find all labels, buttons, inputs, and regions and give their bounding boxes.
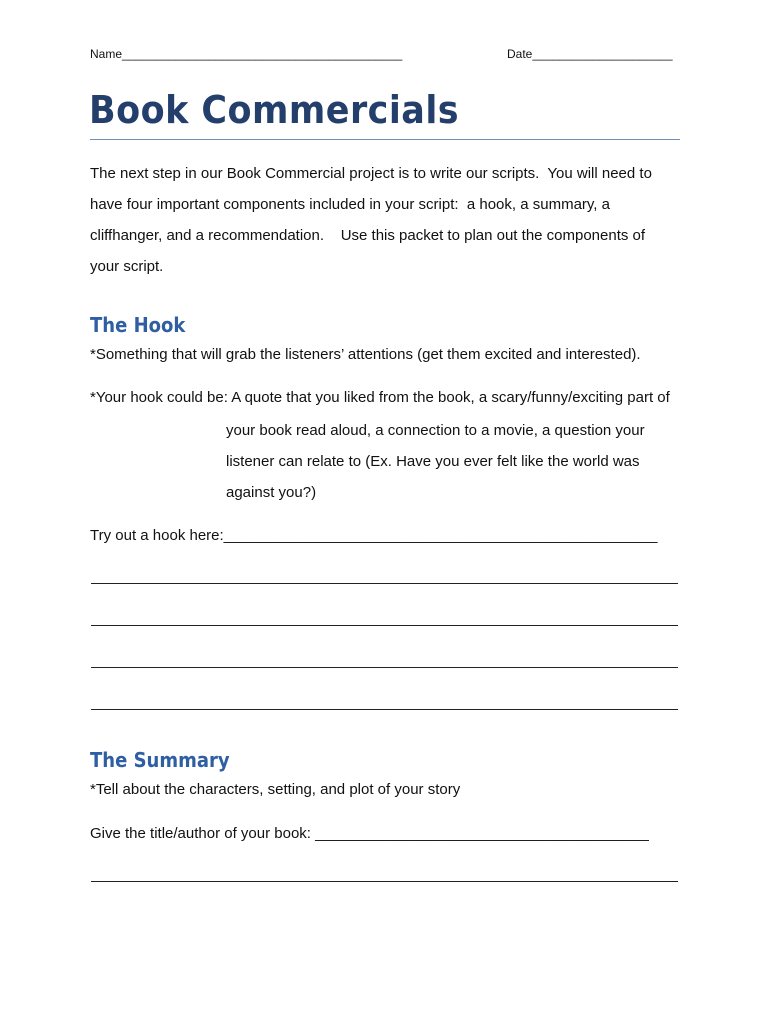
hook-options-line-2: your book read aloud, a connection to a movie, a question your [226,422,645,439]
summary-writing-line-1[interactable] [91,881,678,882]
hook-try-label[interactable]: Try out a hook here:____________________________________________________ [90,527,658,544]
hook-heading: The Hook [90,313,186,337]
hook-description: *Something that will grab the listeners’ attentions (get them excited and interested). [90,346,641,363]
hook-options-line-1: *Your hook could be: A quote that you liked from the book, a scary/funny/exciting part of [90,389,670,406]
hook-options-line-3: listener can relate to (Ex. Have you ever felt like the world was [226,453,640,470]
hook-writing-line-2[interactable] [91,625,678,626]
intro-line-1: The next step in our Book Commercial project is to write our scripts. You will need to [90,165,652,182]
intro-line-3: cliffhanger, and a recommendation. Use this packet to plan out the components of [90,227,646,244]
date-field-label[interactable]: Date_____________________ [507,47,673,61]
title-divider [90,139,680,140]
hook-writing-line-4[interactable] [91,709,678,710]
intro-line-2: have four important components included in your script: a hook, a summary, a [90,196,610,213]
hook-writing-line-3[interactable] [91,667,678,668]
summary-description: *Tell about the characters, setting, and plot of your story [90,781,461,798]
title-author-label[interactable]: Give the title/author of your book: ________________________________________ [90,825,649,842]
page-title: Book Commercials [89,88,460,132]
summary-heading: The Summary [90,748,230,772]
intro-line-4: your script. [90,258,164,275]
hook-options-line-4: against you?) [226,484,317,501]
hook-writing-line-1[interactable] [91,583,678,584]
name-field-label[interactable]: Name__________________________________________ [90,47,403,61]
